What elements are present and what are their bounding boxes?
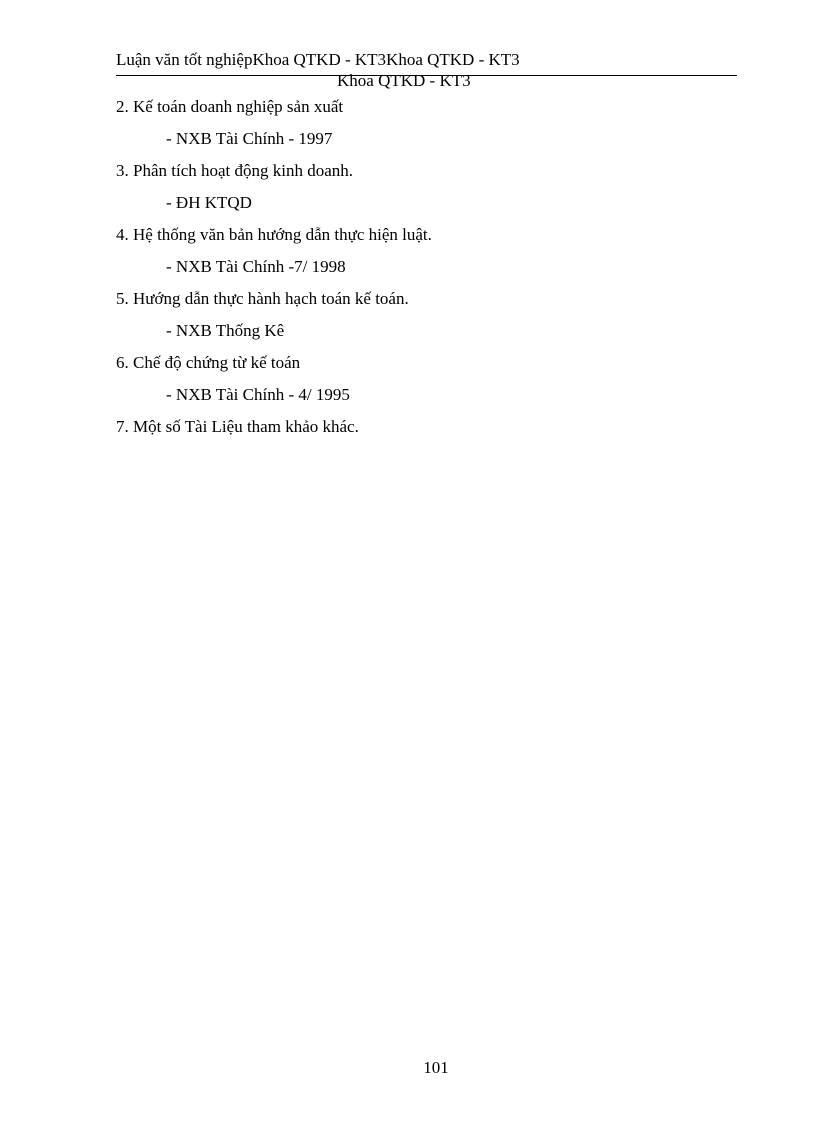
reference-title: 5. Hướng dẫn thực hành hạch toán kế toán. xyxy=(116,289,409,308)
reference-title: 2. Kế toán doanh nghiệp sản xuất xyxy=(116,97,344,116)
reference-publisher: - NXB Thống Kê xyxy=(166,321,285,340)
reference-title: 3. Phân tích hoạt động kinh doanh. xyxy=(116,161,354,180)
reference-publisher: - NXB Tài Chính - 1997 xyxy=(166,129,333,148)
reference-publisher: - NXB Tài Chính -7/ 1998 xyxy=(166,257,346,276)
header-title: Luận văn tốt nghiệpKhoa QTKD - KT3Khoa QTKD - KT3 xyxy=(116,50,520,69)
reference-publisher: - NXB Tài Chính - 4/ 1995 xyxy=(166,385,350,404)
reference-publisher: - ĐH KTQD xyxy=(166,193,252,212)
reference-title: 7. Một số Tài Liệu tham khảo khác. xyxy=(116,417,359,436)
header-subtitle: Khoa QTKD - KT3 xyxy=(337,71,471,90)
reference-list xyxy=(116,96,432,448)
page-number: 101 xyxy=(423,1058,449,1077)
reference-title: 4. Hệ thống văn bản hướng dẫn thực hiện luật. xyxy=(116,225,432,244)
reference-title: 6. Chế độ chứng từ kế toán xyxy=(116,353,301,372)
